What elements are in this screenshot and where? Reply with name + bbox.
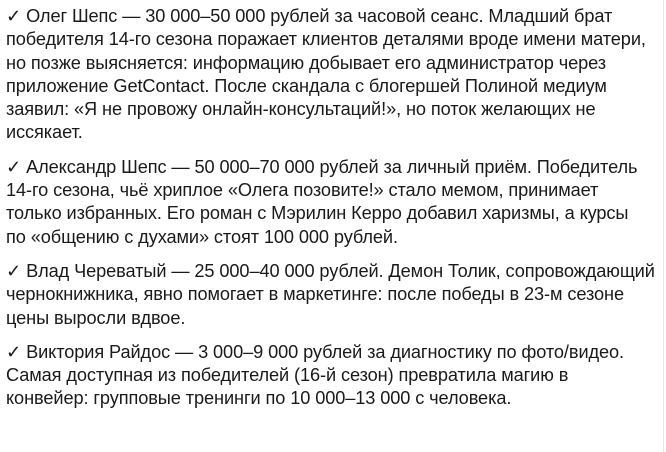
entry-line: только избранных. Его роман с Мэрилин Керро добавил харизмы, а курсы: [6, 203, 629, 224]
entry-line: ✓ Олег Шепс — 30 000–50 000 рублей за часовой сеанс. Младший брат: [6, 6, 613, 26]
entry-aleksandr-sheps: [6, 156, 658, 249]
entry-viktoria-raidos: [6, 341, 658, 411]
entry-line: ✓ Влад Череватый — 25 000–40 000 рублей. Демон Толик, сопровождающий: [6, 260, 655, 281]
entry-line: 14-го сезона, чьё хриплое «Олега позовите!» стало мемом, принимает: [6, 180, 599, 201]
entry-line: заявил: «Я не провожу онлайн-консультаций!», но поток желающих не: [6, 99, 596, 120]
entry-oleg-sheps: [6, 5, 658, 145]
entry-line: конвейер: групповые тренинги по 10 000–13 000 с человека.: [6, 388, 512, 409]
right-edge-divider: [663, 0, 664, 452]
article-text: [6, 0, 658, 411]
entry-line: но позже выясняется: информацию добывает его администратор через: [6, 52, 607, 73]
entry-line: ✓ Александр Шепс — 50 000–70 000 рублей за личный приём. Победитель: [6, 156, 638, 177]
entry-line: ✓ Виктория Райдос — 3 000–9 000 рублей за диагностику по фото/видео.: [6, 341, 625, 362]
entry-line: цены выросли вдвое.: [6, 307, 186, 328]
entry-line: по «общению с духами» стоят 100 000 рублей.: [6, 226, 398, 247]
entry-line: Самая доступная из победителей (16-й сезон) превратила магию в: [6, 365, 569, 386]
entry-line: приложение GetContact. После скандала с блогершей Полиной медиум: [6, 75, 607, 96]
entry-line: победителя 14-го сезона поражает клиентов деталями вроде имени матери,: [6, 29, 646, 50]
entry-vlad-cherevaty: [6, 260, 658, 330]
entry-line: чернокнижника, явно помогает в маркетинге: после победы в 23-м сезоне: [6, 284, 624, 305]
entry-line: иссякает.: [6, 122, 83, 143]
